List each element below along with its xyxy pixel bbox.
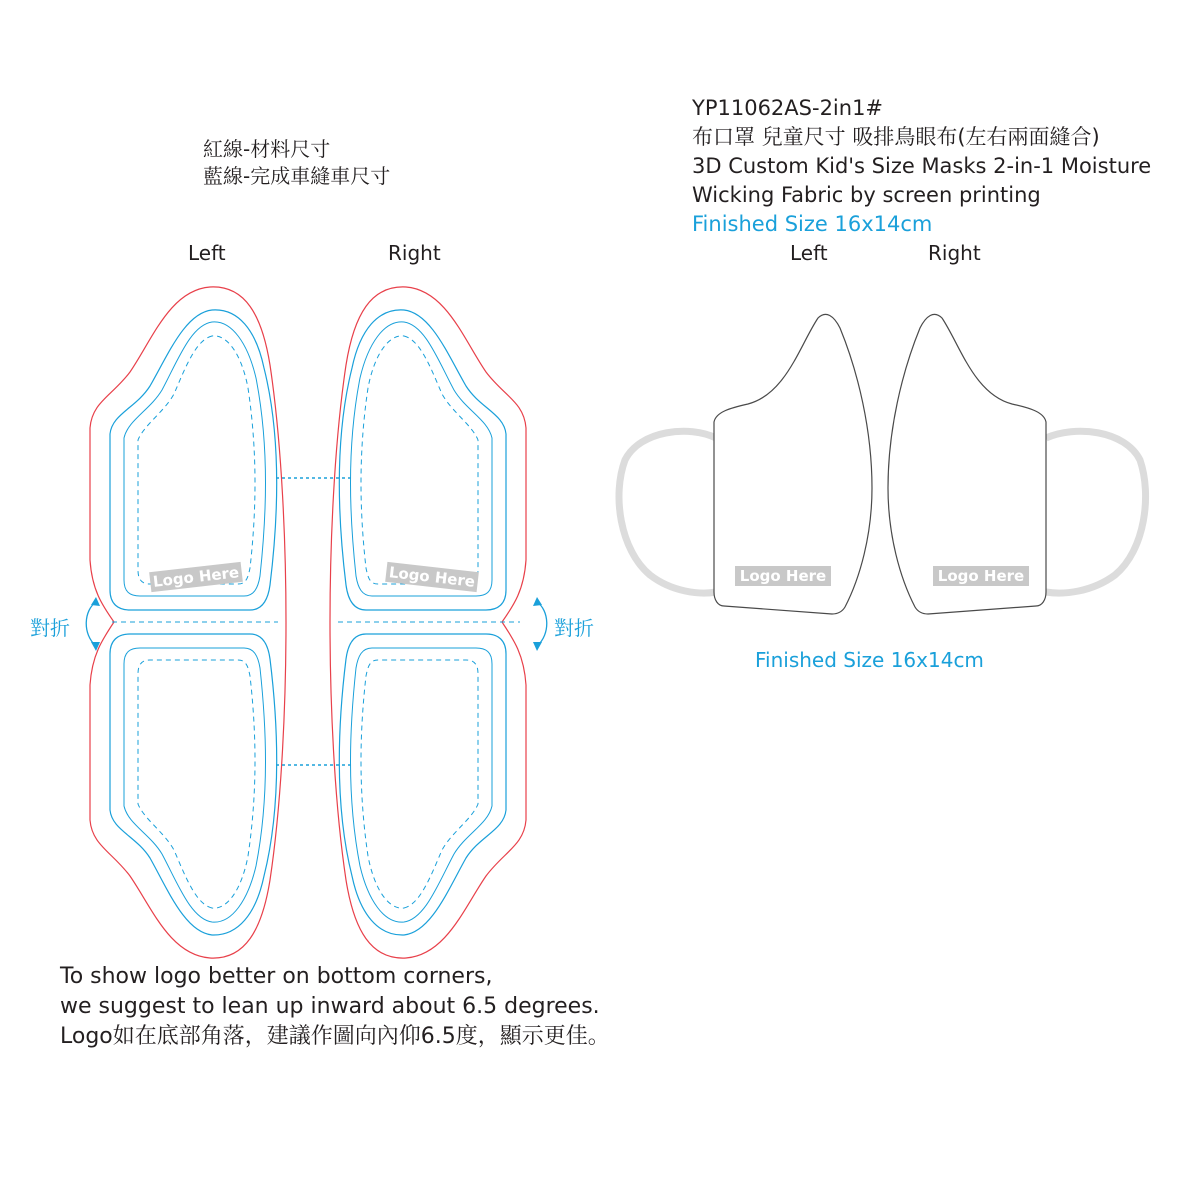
finished-size-top: Finished Size 16x14cm: [692, 212, 933, 236]
mask-logo-placeholder-left: Logo Here: [735, 566, 831, 586]
mask-logo-placeholder-right: Logo Here: [933, 566, 1029, 586]
pattern-right-label: Right: [388, 241, 441, 265]
ear-loop-left: [619, 431, 716, 593]
red-line-legend: 紅線-材料尺寸: [203, 137, 331, 161]
mask-left-label: Left: [790, 241, 828, 265]
fold-label-right: 對折: [554, 616, 594, 640]
fold-arrow-left-icon: [86, 597, 100, 651]
finished-size-bottom: Finished Size 16x14cm: [755, 648, 984, 672]
ear-loop-right: [1046, 431, 1146, 593]
product-name-zh: 布口罩 兒童尺寸 吸排鳥眼布(左右兩面縫合): [692, 125, 1100, 149]
note-line-1: To show logo better on bottom corners,: [60, 964, 493, 989]
pattern-logo-placeholder-right: Logo Here: [385, 562, 479, 592]
blue-line-legend: 藍線-完成車縫車尺寸: [203, 164, 391, 188]
note-line-3: Logo如在底部角落，建議作圖向內仰6.5度，顯示更佳。: [60, 1024, 610, 1049]
fold-label-left: 對折: [30, 616, 70, 640]
product-name-en-2: Wicking Fabric by screen printing: [692, 183, 1041, 207]
note-line-2: we suggest to lean up inward about 6.5 degrees.: [60, 994, 600, 1019]
product-name-en-1: 3D Custom Kid's Size Masks 2-in-1 Moisture: [692, 154, 1152, 178]
fold-arrow-right-icon: [533, 597, 547, 651]
mask-right-label: Right: [928, 241, 981, 265]
pattern-left-label: Left: [188, 241, 226, 265]
product-code: YP11062AS-2in1#: [692, 96, 884, 120]
pattern-logo-placeholder-left: Logo Here: [149, 562, 243, 592]
logo-placement-note: [60, 962, 610, 1052]
